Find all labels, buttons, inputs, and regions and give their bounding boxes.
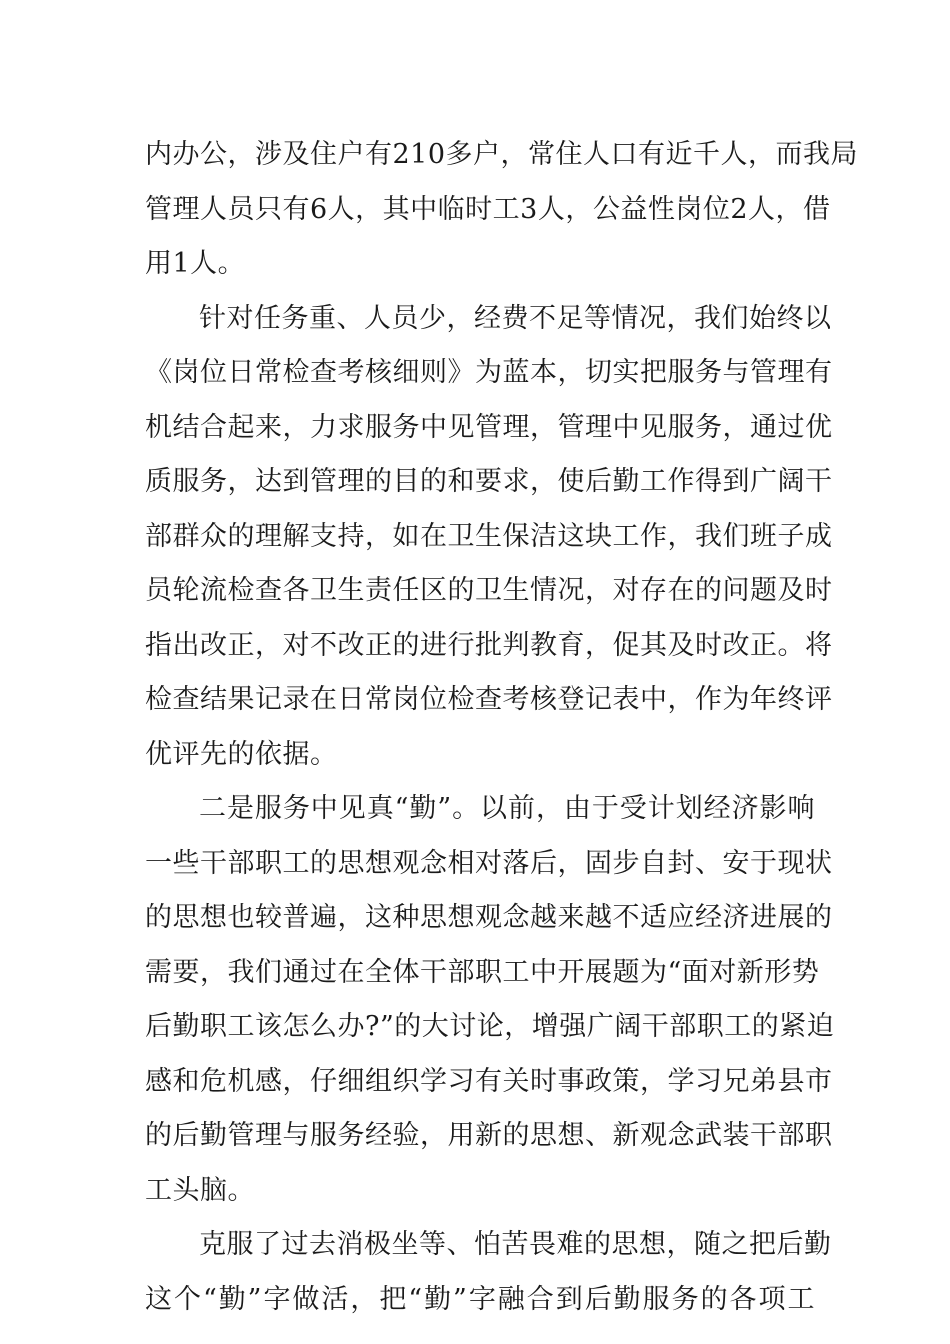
text-line: 质服务，达到管理的目的和要求，使后勤工作得到广阔干 [145,466,833,497]
text-line: 部群众的理解支持，如在卫生保洁这块工作，我们班子成 [145,520,833,552]
text-line: 《岗位日常检查考核细则》为蓝本，切实把服务与管理有 [145,357,833,388]
text-line: 后勤职工该怎么办?”的大讨论，增强广阔干部职工的紧迫 [145,1011,835,1042]
body-text [145,128,859,1327]
text-line: 感和危机感，仔细组织学习有关时事政策，学习兄弟县市 [145,1065,833,1097]
text-line: 员轮流检查各卫生责任区的卫生情况，对存在的问题及时 [145,575,833,606]
text-line: 检查结果记录在日常岗位检查考核登记表中，作为年终评 [145,684,833,715]
text-line: 针对任务重、人员少，经费不足等情况，我们始终以 [199,302,832,334]
text-line: 的后勤管理与服务经验，用新的思想、新观念武装干部职 [145,1120,833,1151]
text-line: 克服了过去消极坐等、怕苦畏难的思想，随之把后勤 [199,1229,832,1260]
text-line: 这个“勤”字做活，把“勤”字融合到后勤服务的各项工 [145,1283,815,1315]
text-line: 内办公，涉及住户有210多户，常住人口有近千人，而我局 [145,139,859,170]
text-line: 用1人。 [145,248,246,279]
text-line: 机结合起来，力求服务中见管理，管理中见服务，通过优 [145,411,833,443]
text-line: 优评先的依据。 [145,738,338,770]
text-line: 一些干部职工的思想观念相对落后，固步自封、安于现状 [145,847,833,879]
text-line: 需要，我们通过在全体干部职工中开展题为“面对新形势 [145,956,820,988]
text-line: 指出改正，对不改正的进行批判教育，促其及时改正。将 [145,629,833,661]
text-line: 二是服务中见真“勤”。以前，由于受计划经济影响 [199,793,815,824]
text-line: 管理人员只有6人，其中临时工3人，公益性岗位2人，借 [145,193,831,225]
text-line: 的思想也较普遍，这种思想观念越来越不适应经济进展的 [145,902,833,933]
text-line: 工头脑。 [145,1174,255,1206]
